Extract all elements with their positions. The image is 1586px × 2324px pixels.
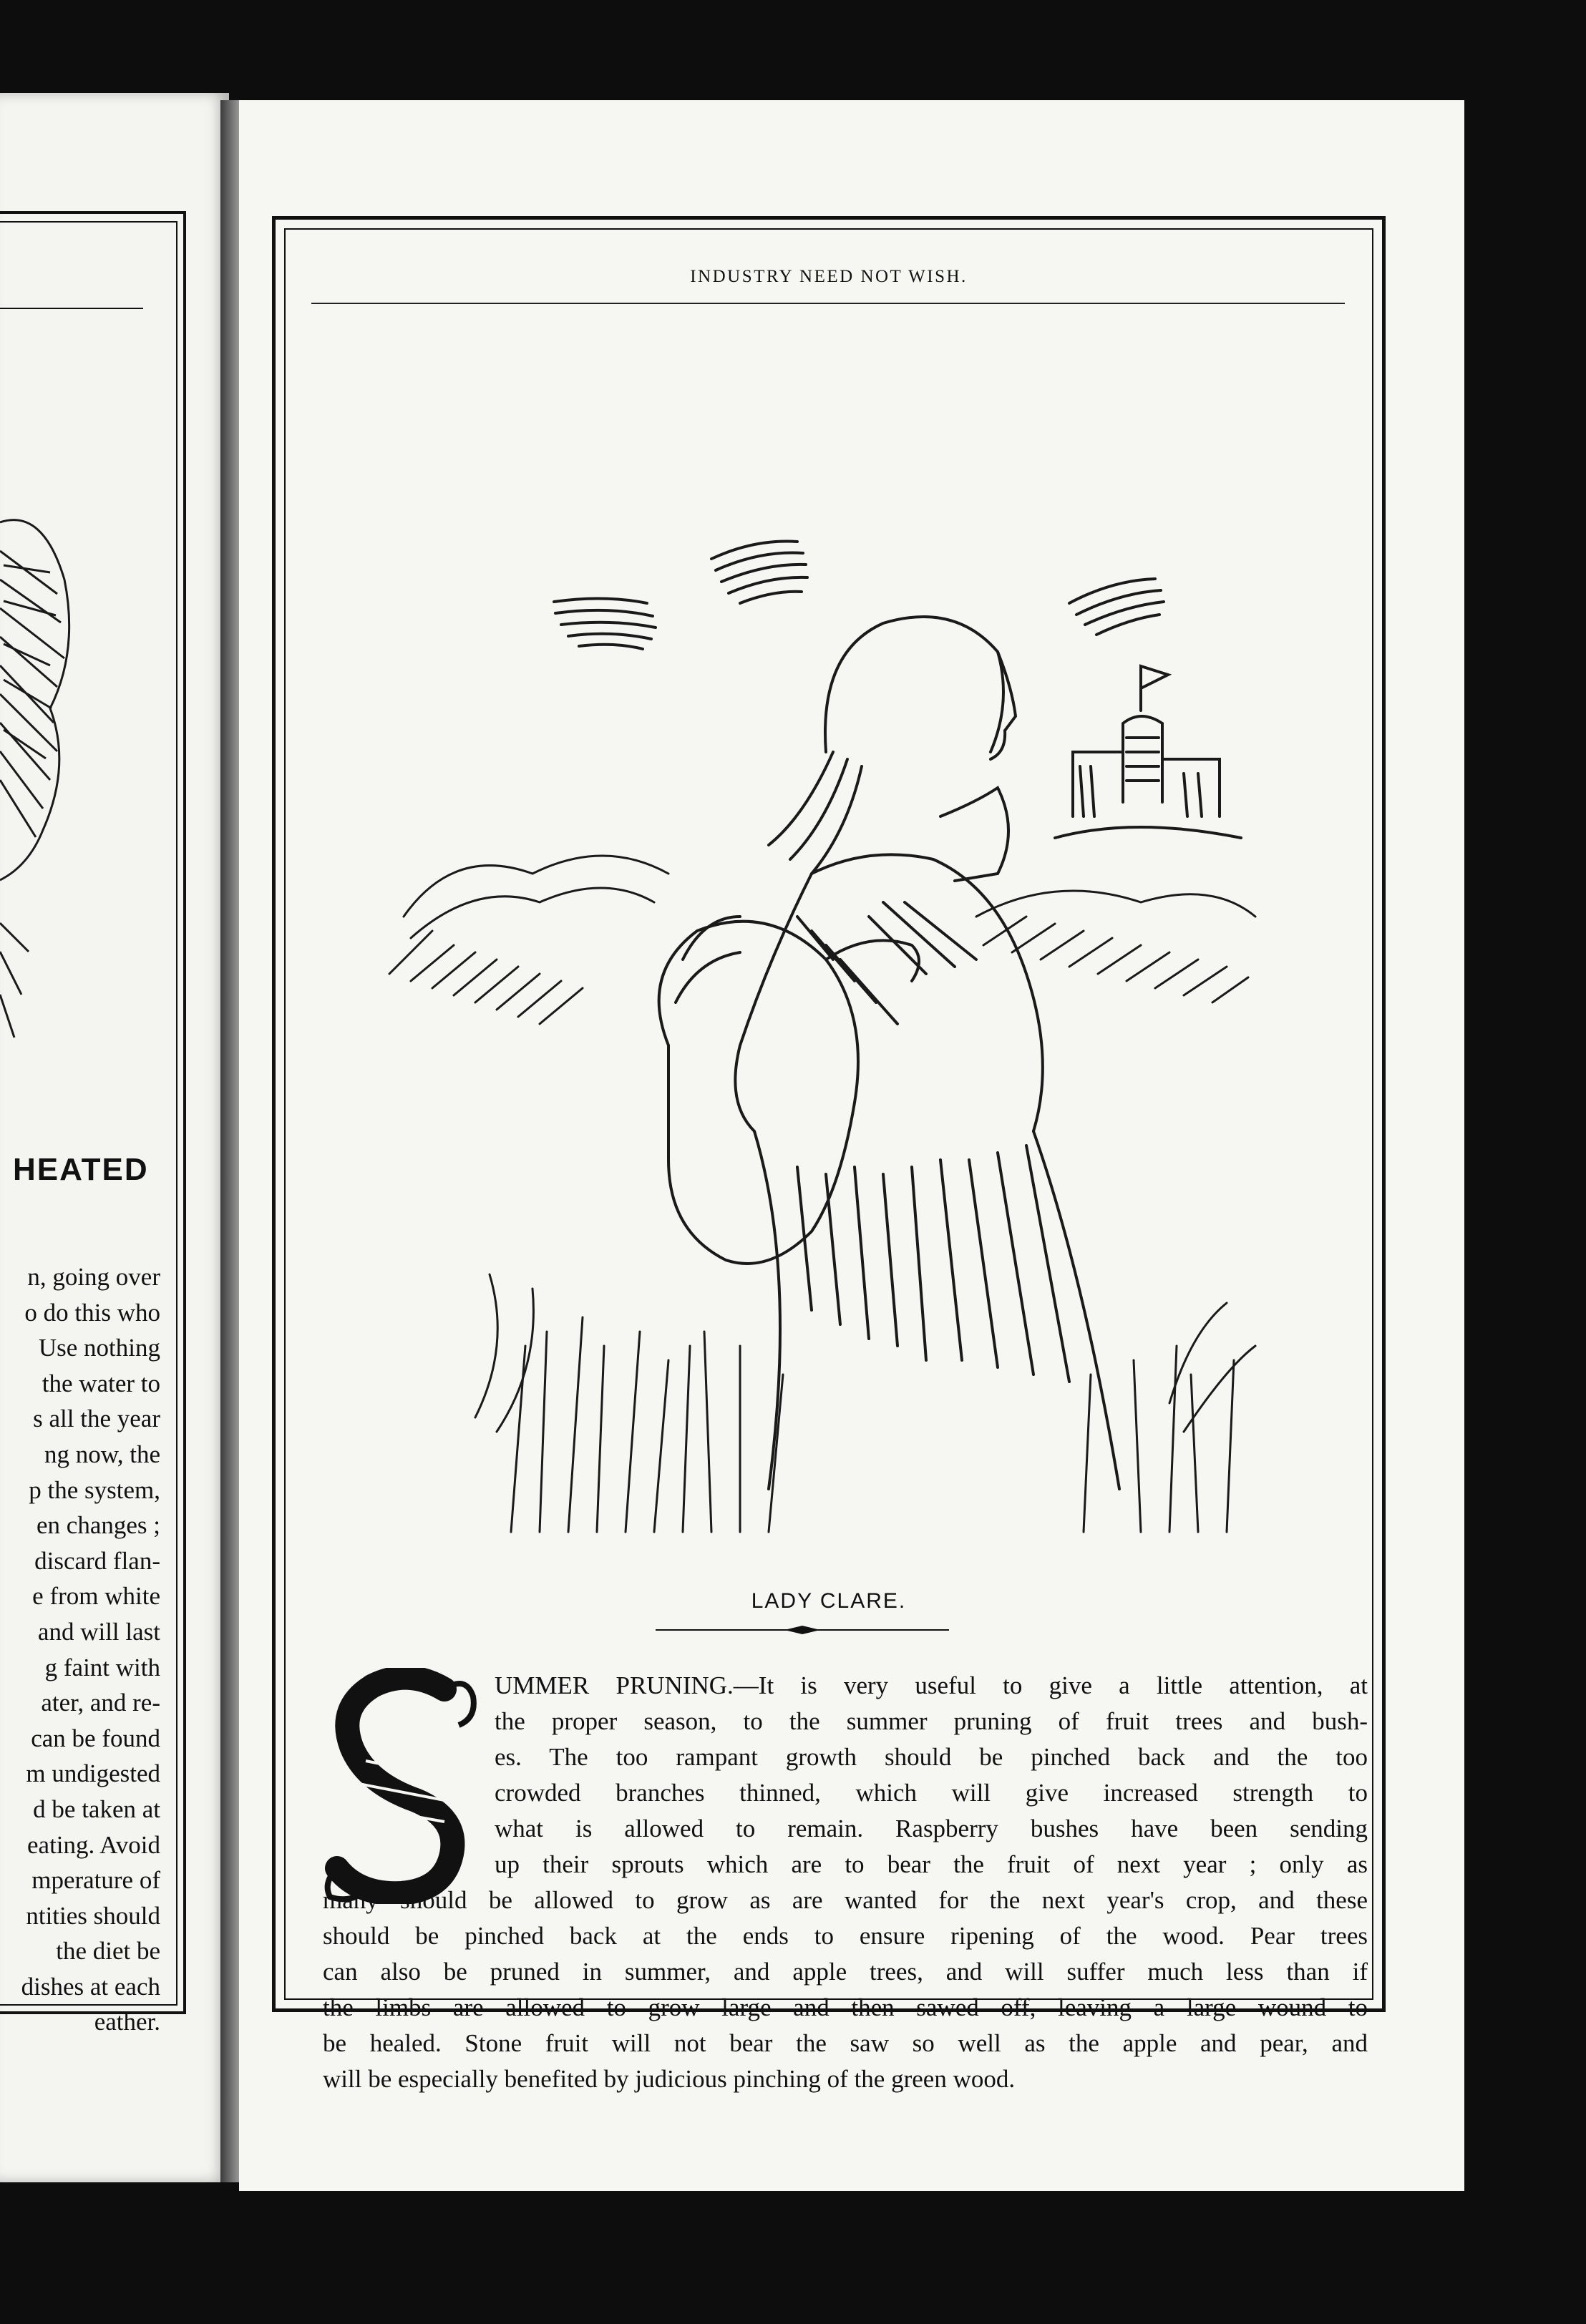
article-line: crowded branches thinned, which will give increased strength to [495,1779,1368,1807]
text-line: en changes ; [37,1511,160,1540]
text-line: m undigested [26,1759,160,1788]
article-line: what is allowed to remain. Raspberry bushes have been sending [495,1815,1368,1842]
text-line: ater, and re- [41,1689,160,1717]
article-line: UMMER PRUNING.—It is very useful to give a little attention, at [495,1671,1368,1699]
article-summer-pruning [323,1668,1368,2097]
left-page-rule [0,308,143,309]
text-line: the diet be [56,1937,160,1966]
text-line: can be found [31,1724,160,1752]
caption-ornament-rule [656,1625,949,1635]
figure-lady [659,617,1119,1489]
text-line: and will last [37,1617,160,1646]
castle-drawing [1055,666,1241,838]
lady-clare-engraving [368,416,1284,1539]
running-head: INDUSTRY NEED NOT WISH. [690,267,968,286]
text-line: eather. [94,2008,160,2036]
text-line: eating. Avoid [27,1830,160,1859]
text-line: n, going over [27,1263,160,1291]
illustration-caption: LADY CLARE. [751,1589,907,1613]
text-line: dishes at each [21,1972,160,2001]
article-line: the proper season, to the summer pruning of fruit trees and bush- [495,1707,1368,1735]
cloud-hatching [554,542,1164,650]
text-line: discard flan- [34,1546,160,1575]
text-line: d be taken at [33,1795,160,1823]
text-line: e from white [32,1582,160,1611]
article-line: be healed. Stone fruit will not bear the saw so well as the apple and pear, and [323,2029,1368,2057]
text-line: Use nothing [38,1334,160,1362]
text-line: p the system, [29,1475,160,1504]
article-line: can also be pruned in summer, and apple trees, and will suffer much less than if [323,1958,1368,1986]
left-page-heading: HEATED [13,1152,149,1187]
article-line: many should be allowed to grow as are wanted for the next year's crop, and these [323,1886,1368,1914]
header-rule [311,303,1345,304]
left-page-text [0,1259,160,2040]
article-line: es. The too rampant growth should be pinched back and the too [495,1743,1368,1771]
text-line: mperature of [31,1866,160,1895]
article-line: will be especially benefited by judicious pinching of the green wood. [323,2065,1016,2093]
svg-text:S: S [324,1832,326,1833]
article-line: should be pinched back at the ends to ensure ripening of the wood. Pear trees [323,1922,1368,1950]
article-line: up their sprouts which are to bear the fruit of next year ; only as [495,1850,1368,1878]
hill-hatching [389,856,1255,1024]
left-page-engraving-fragment [0,494,86,1052]
article-line: the limbs are allowed to grow large and then sawed off, leaving a large wound to [323,1993,1368,2021]
text-line: g faint with [44,1653,160,1681]
page-border [272,216,1386,2093]
right-page [239,100,1464,2191]
text-line: ng now, the [44,1440,160,1468]
left-facing-page [0,93,229,2182]
text-line: o do this who [24,1298,160,1327]
text-line: s all the year [33,1405,160,1433]
page-inner-border [284,228,1373,2093]
text-line: the water to [42,1369,160,1397]
text-line: ntities should [26,1901,160,1930]
